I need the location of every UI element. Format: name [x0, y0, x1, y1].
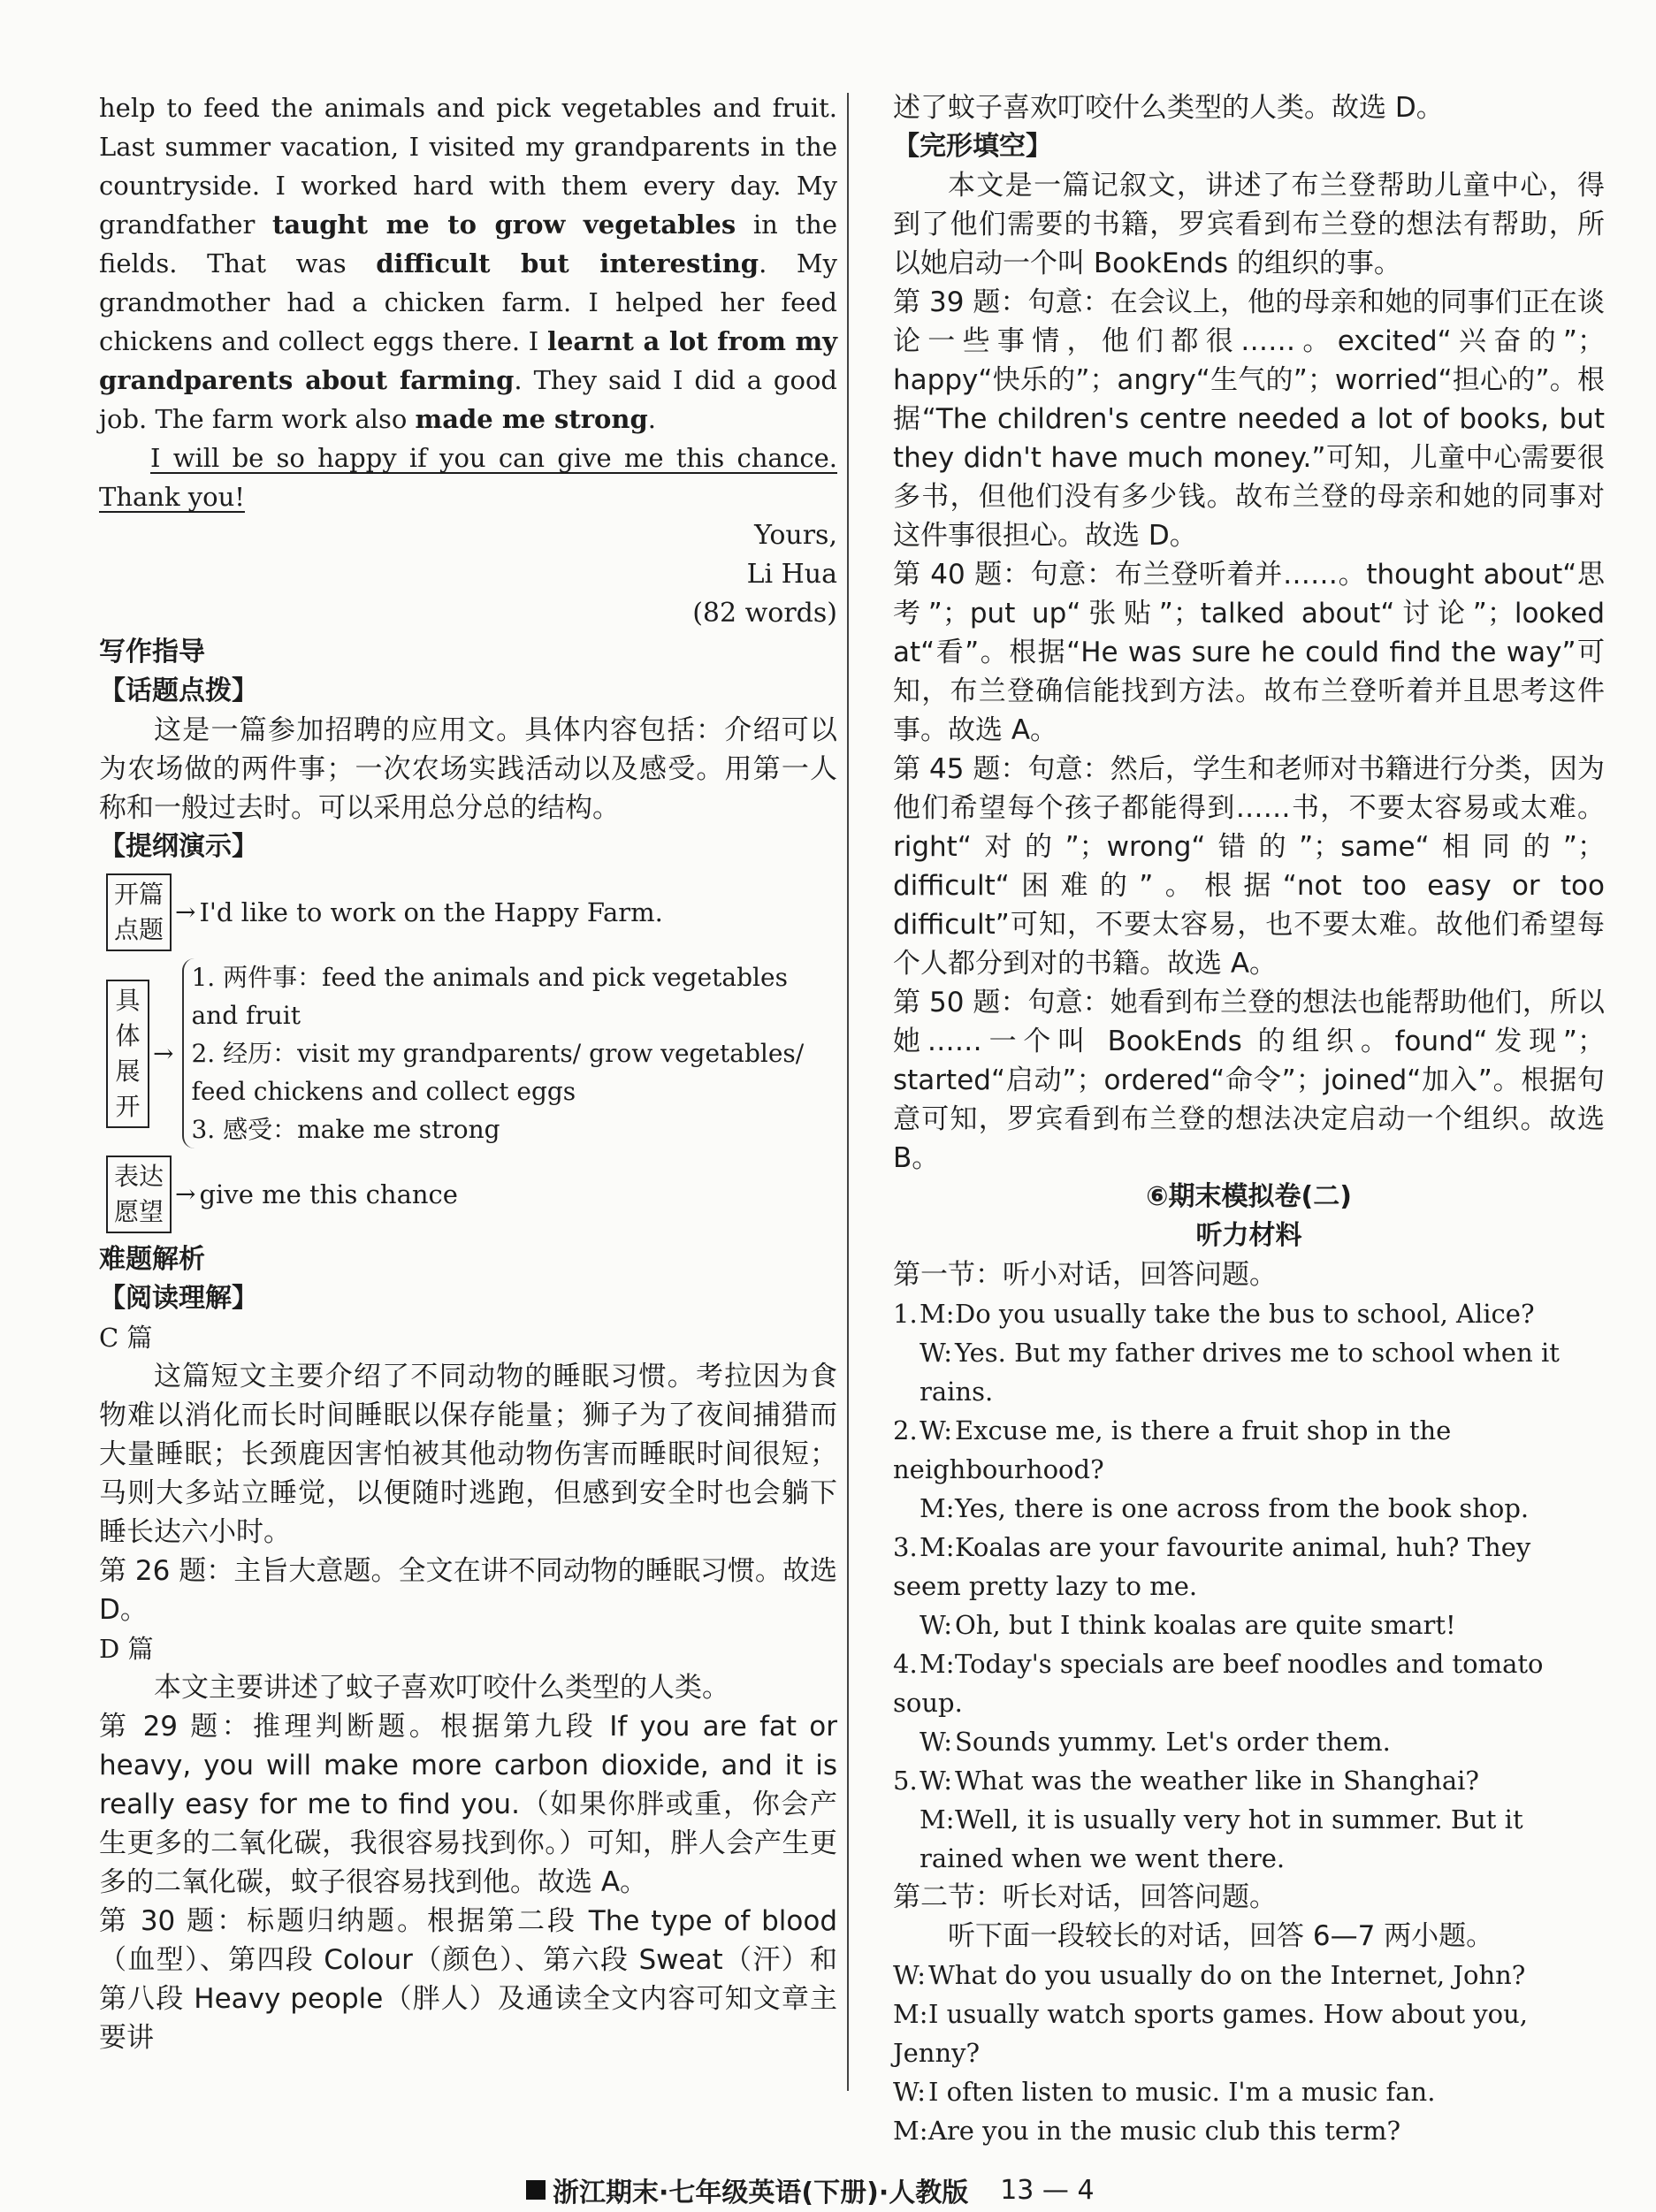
dialogue-text: Excuse me, is there a fruit shop in the neighbourhood?	[893, 1415, 1452, 1484]
outline-closing	[106, 1156, 837, 1233]
dialogue-line	[893, 1528, 1605, 1606]
outline-body-list	[182, 958, 837, 1148]
dialogue-speaker: M:	[920, 1493, 955, 1523]
passage-d-label: D 篇	[99, 1634, 154, 1664]
dialogue-text: Oh, but I think koalas are quite smart!	[955, 1610, 1456, 1640]
question-29: 第 29 题：推理判断题。根据第九段 If you are fat or heavy, you will make more carbon dioxide, and it is really easy for me to find you.（如果你胖或重，你会产生更多的二氧化碳，我很容易找到你。）可知，胖人会产生更多的二氧化碳，蚊子很容易找到他。故选 A。	[99, 1711, 837, 1898]
footer-title: 浙江期末·七年级英语(下册)·人教版	[553, 2178, 969, 2208]
dialogue-speaker: M:	[920, 1532, 955, 1562]
topic-text: 这是一篇参加招聘的应用文。具体内容包括：介绍可以为农场做的两件事；一次农场实践活动以及感受。用第一人称和一般过去时。可以采用总分总的结构。	[99, 714, 837, 824]
exam-title: ⑥期末模拟卷(二)	[1146, 1181, 1352, 1212]
question-30-continued: 述了蚊子喜欢叮咬什么类型的人类。故选 D。	[893, 92, 1444, 124]
dialogue-line	[893, 1644, 1605, 1722]
question-30: 第 30 题：标题归纳题。根据第二段 The type of blood（血型）、第四段 Colour（颜色）、第六段 Sweat（汗）和第八段 Heavy people（胖人）及通读全文内容可知文章主要讲	[99, 1905, 837, 2054]
cloze-summary: 本文是一篇记叙文，讲述了布兰登帮助儿童中心，得到了他们需要的书籍，罗宾看到布兰登的想法有帮助，所以她启动一个叫 BookEnds 的组织的事。	[893, 170, 1605, 279]
dialogue-line	[893, 2111, 1605, 2150]
left-column	[99, 88, 837, 2057]
dialogue-text: I often listen to music. I'm a music fan.	[928, 2077, 1436, 2107]
question-50: 第 50 题：句意：她看到布兰登的想法也能帮助他们，所以她……一个叫 BookEnds 的组织。found“发现”；started“启动”；ordered“命令”；joined“加入”。根据句意可知，罗宾看到布兰登的想法决定启动一个组织。故选 B。	[893, 987, 1605, 1174]
dialogue-speaker: W:	[920, 1338, 953, 1368]
dialogue-text: Do you usually take the bus to school, Alice?	[955, 1299, 1535, 1329]
cloze-title: 【完形填空】	[893, 131, 1052, 162]
dialogue-number: 3.	[893, 1532, 918, 1562]
dialogue-line	[893, 1722, 1605, 1761]
passage-c-summary: 这篇短文主要介绍了不同动物的睡眠习惯。考拉因为食物难以消化而长时间睡眠以保存能量；狮子为了夜间捕猎而大量睡眠；长颈鹿因害怕被其他动物伤害而睡眠时间很短；马则大多站立睡觉，以便随时逃跑，但感到安全时也会躺下睡长达六小时。	[99, 1361, 837, 1548]
dialogue-line	[893, 1995, 1605, 2072]
dialogue-number: 2.	[893, 1415, 918, 1445]
dialogue-number: 5.	[893, 1766, 918, 1796]
footer-square-icon	[526, 2180, 546, 2200]
short-dialogues	[893, 1294, 1605, 1878]
arrow-icon: →	[153, 1038, 174, 1068]
dialogue-number: 4.	[893, 1649, 918, 1679]
outline-opening-label: 开篇点题	[106, 873, 172, 951]
letter-body: help to feed the animals and pick vegetables and fruit. Last summer vacation, I visited my grandparents in the countryside. I worked hard with them every day. My grandfather taught me to grow vegetables in the fields. That was difficult but interesting. My grandmother had a chicken farm. I helped her feed chickens and collect eggs there. I learnt a lot from my grandparents about farming. They said I did a good job. The farm work also made me strong.	[99, 93, 838, 434]
dialogue-text: Today's specials are beef noodles and tomato soup.	[893, 1649, 1544, 1718]
dialogue-line	[893, 1761, 1605, 1800]
dialogue-speaker: W:	[920, 1415, 953, 1445]
dialogue-line	[893, 1956, 1605, 1995]
question-45: 第 45 题：句意：然后，学生和老师对书籍进行分类，因为他们希望每个孩子都能得到……书，不要太容易或太难。right“对的”；wrong“错的”；same“相同的”；difficult“困难的”。根据“not too easy or too difficult”可知，不要太容易，也不要太难。故他们希望每个人都分到对的书籍。故选 A。	[893, 753, 1605, 980]
question-39: 第 39 题：句意：在会议上，他的母亲和她的同事们正在谈论一些事情，他们都很……。excited“兴奋的”；happy“快乐的”；angry“生气的”；worried“担心的”。根据“The children's centre needed a lot of books, but they didn't have much money.”可知，儿童中心需要很多书，但他们没有多少钱。故布兰登的母亲和她的同事对这件事很担心。故选 D。	[893, 286, 1605, 552]
section-2-heading: 第二节：听长对话，回答问题。	[893, 1881, 1277, 1913]
dialogue-line	[893, 1800, 1605, 1878]
dialogue-speaker: W:	[920, 1766, 953, 1796]
signature-yours: Yours,	[754, 520, 837, 551]
column-divider	[847, 93, 849, 2091]
dialogue-speaker: W:	[920, 1727, 953, 1757]
dialogue-text: Yes. But my father drives me to school when it rains.	[920, 1338, 1560, 1407]
topic-title: 【话题点拨】	[99, 675, 258, 706]
signature-name: Li Hua	[746, 559, 837, 590]
dialogue-text: I usually watch sports games. How about you, Jenny?	[893, 1999, 1529, 2068]
dialogue-speaker: W:	[920, 1610, 953, 1640]
outline-opening-text: I'd like to work on the Happy Farm.	[199, 897, 663, 927]
dialogue-text: Sounds yummy. Let's order them.	[955, 1727, 1391, 1757]
listening-title: 听力材料	[1195, 1220, 1302, 1251]
dialogue-speaker: W:	[893, 1960, 927, 1990]
dialogue-line	[893, 1489, 1605, 1528]
long-dialogue	[893, 1956, 1605, 2150]
outline-opening	[106, 873, 837, 951]
question-40: 第 40 题：句意：布兰登听着并……。thought about“思考”；put up“张贴”；talked about“讨论”；looked at“看”。根据“He was sure he could find the way”可知，布兰登确信能找到方法。故布兰登听着并且思考这件事。故选 A。	[893, 559, 1605, 746]
section-1-heading: 第一节：听小对话，回答问题。	[893, 1259, 1277, 1291]
letter-closing-line: I will be so happy if you can give me this chance. Thank you!	[99, 443, 837, 512]
dialogue-text: Koalas are your favourite animal, huh? They seem pretty lazy to me.	[893, 1532, 1531, 1601]
dialogue-speaker: M:	[920, 1804, 955, 1834]
dialogue-speaker: M:	[893, 2116, 928, 2146]
dialogue-line	[893, 1411, 1605, 1489]
dialogue-text: Yes, there is one across from the book shop.	[955, 1493, 1530, 1523]
page-number: 13 — 4	[1000, 2174, 1095, 2206]
dialogue-speaker: W:	[893, 2077, 927, 2107]
writing-guide-title: 写作指导	[99, 637, 205, 667]
dialogue-speaker: M:	[920, 1649, 955, 1679]
outline-body-item: 1. 两件事：feed the animals and pick vegetables and fruit	[191, 963, 788, 1030]
passage-d-summary: 本文主要讲述了蚊子喜欢叮咬什么类型的人类。	[154, 1672, 729, 1704]
dialogue-line	[893, 1294, 1605, 1333]
dialogue-number: 1.	[893, 1299, 918, 1329]
passage-c-label: C 篇	[99, 1323, 153, 1353]
outline-body-label: 具体展开	[106, 980, 149, 1128]
outline-title: 【提纲演示】	[99, 831, 258, 862]
page-footer	[526, 2170, 1095, 2209]
difficult-title: 难题解析	[99, 1244, 205, 1275]
section-2-intro: 听下面一段较长的对话，回答 6—7 两小题。	[948, 1920, 1494, 1952]
reading-title: 【阅读理解】	[99, 1283, 258, 1314]
dialogue-text: What do you usually do on the Internet, John?	[928, 1960, 1526, 1990]
dialogue-text: What was the weather like in Shanghai?	[955, 1766, 1479, 1796]
word-count: (82 words)	[692, 598, 837, 629]
outline-body	[106, 958, 837, 1148]
dialogue-text: Are you in the music club this term?	[928, 2116, 1401, 2146]
question-26: 第 26 题：主旨大意题。全文在讲不同动物的睡眠习惯。故选 D。	[99, 1555, 837, 1626]
outline-body-item: 2. 经历：visit my grandparents/ grow vegetables/ feed chickens and collect eggs	[191, 1039, 805, 1106]
dialogue-line	[893, 1333, 1605, 1411]
outline-closing-text: give me this chance	[199, 1179, 458, 1209]
dialogue-line	[893, 2072, 1605, 2111]
arrow-icon: →	[175, 897, 196, 927]
outline-body-item: 3. 感受：make me strong	[191, 1115, 500, 1144]
dialogue-text: Well, it is usually very hot in summer. But it rained when we went there.	[920, 1804, 1523, 1873]
outline-diagram	[106, 873, 837, 1233]
dialogue-line	[893, 1606, 1605, 1644]
arrow-icon: →	[175, 1179, 196, 1209]
right-column	[893, 88, 1605, 2150]
dialogue-speaker: M:	[893, 1999, 928, 2029]
dialogue-speaker: M:	[920, 1299, 955, 1329]
outline-closing-label: 表达愿望	[106, 1156, 172, 1233]
